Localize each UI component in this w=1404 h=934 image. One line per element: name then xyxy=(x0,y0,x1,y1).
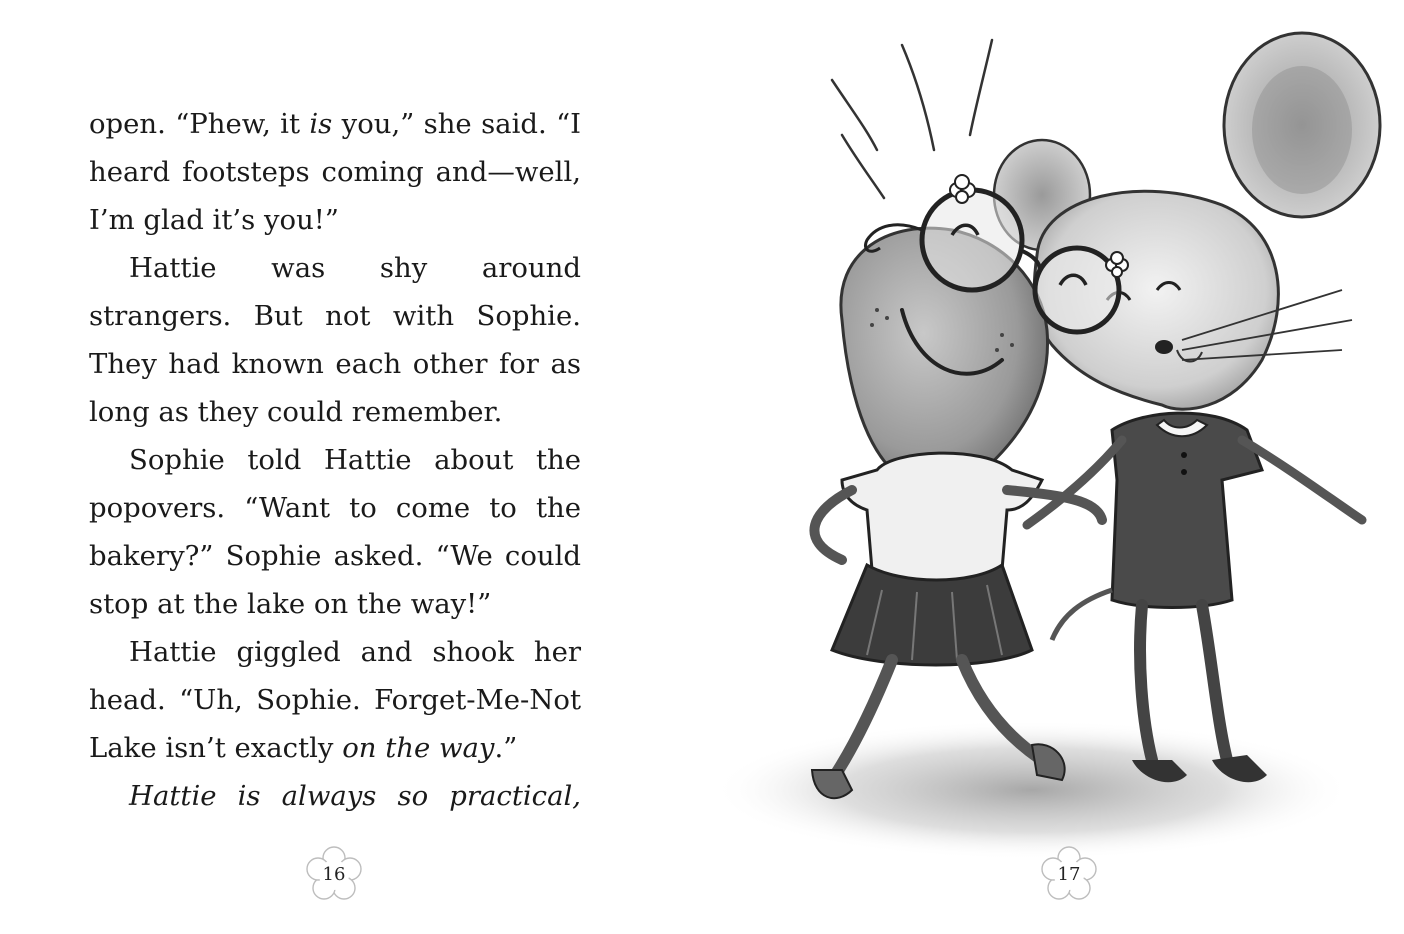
right-page xyxy=(702,0,1404,934)
story-text xyxy=(89,100,581,820)
paragraph-5: Hattie is always so practical, xyxy=(129,780,581,812)
paragraph-2: Hattie was shy around strangers. But not with Sophie. They had known each other for as long as they could remember. xyxy=(89,252,581,428)
page-number-right: 17 xyxy=(1038,844,1100,906)
illustration-frog-and-mouse xyxy=(702,0,1404,880)
paragraph-1: open. “Phew, it is you,” she said. “I heard footsteps coming and—well, I’m glad it’s you!” xyxy=(89,108,581,236)
ground-shadow xyxy=(712,720,1352,860)
mouse-character xyxy=(994,33,1380,782)
motion-lines xyxy=(832,40,992,198)
paragraph-4: Hattie giggled and shook her head. “Uh, Sophie. Forget-Me-Not Lake isn’t exactly on the way.” xyxy=(89,636,581,764)
page-number-left: 16 xyxy=(303,844,365,906)
paragraph-3: Sophie told Hattie about the popovers. “Want to come to the bakery?” Sophie asked. “We could stop at the lake on the way!” xyxy=(89,444,581,620)
